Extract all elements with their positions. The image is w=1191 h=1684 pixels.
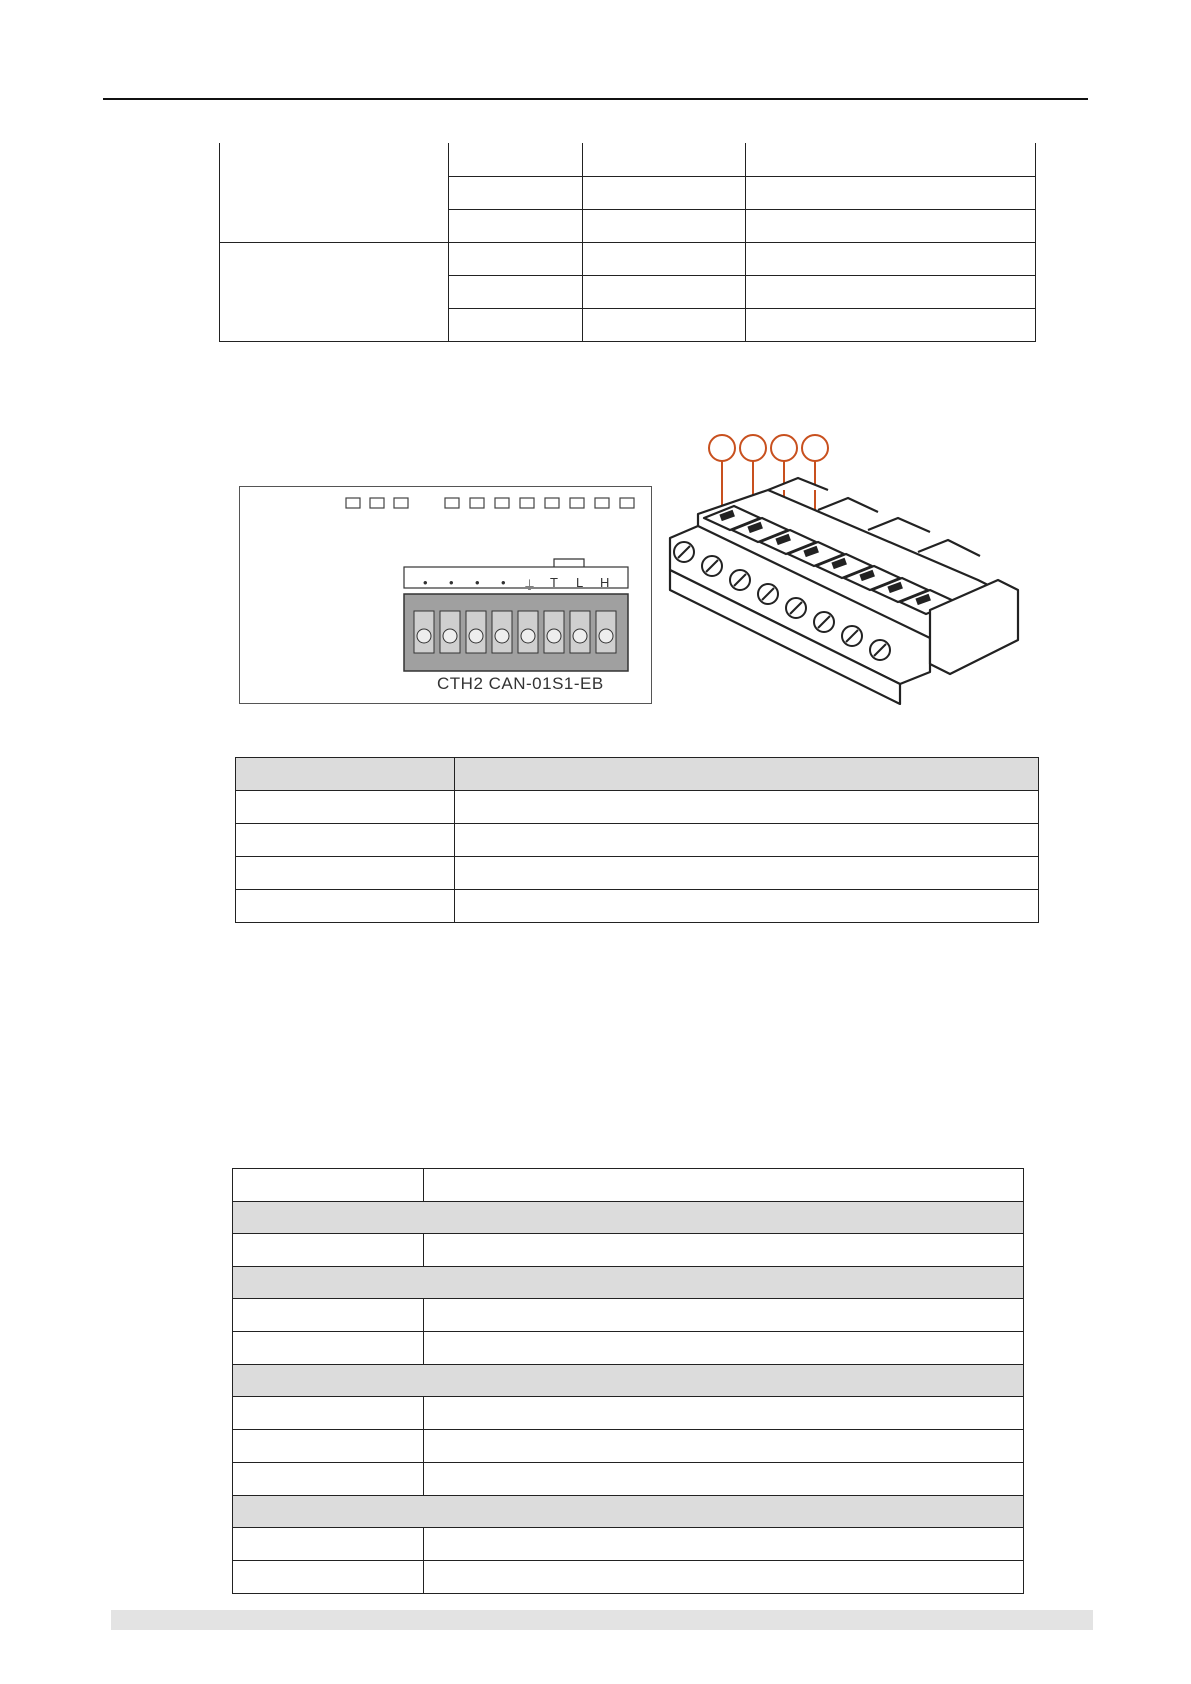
table-row: [233, 1234, 1024, 1267]
table-cell: [746, 209, 1036, 242]
callout-3: [771, 435, 797, 461]
table-cell: [220, 242, 449, 341]
header-rule: [103, 98, 1088, 100]
table-cell: [449, 308, 583, 341]
status-led-squares: [346, 498, 634, 508]
table-cell: [233, 1430, 424, 1463]
table-cell: [583, 143, 746, 176]
callout-1: [709, 435, 735, 461]
table-section-row: [233, 1496, 1024, 1528]
table-cell: [424, 1528, 1024, 1561]
table-section-cell: [233, 1267, 1024, 1299]
table-row: [236, 890, 1039, 923]
table-cell: [583, 242, 746, 275]
table-row: [233, 1299, 1024, 1332]
model-label: CTH2 CAN-01S1-EB: [437, 674, 604, 693]
pin-label-2: •: [449, 575, 454, 590]
table-section-cell: [233, 1496, 1024, 1528]
table-cell: [233, 1463, 424, 1496]
table-row: [236, 791, 1039, 824]
terminal-pin-8: [596, 611, 616, 653]
table-cell: [455, 890, 1039, 923]
table-cell: [220, 143, 449, 242]
board-drawing: [239, 486, 652, 704]
table-cell: [233, 1234, 424, 1267]
table-cell: [236, 857, 455, 890]
table-section-cell: [233, 1365, 1024, 1397]
table-cell: [236, 824, 455, 857]
table-row: [233, 1561, 1024, 1594]
table-cell: [583, 308, 746, 341]
pin-label-h: H: [600, 575, 610, 590]
table-cell: [583, 176, 746, 209]
table-row: [236, 824, 1039, 857]
table-cell: [449, 143, 583, 176]
pin-label-strip: [404, 567, 628, 588]
terminal-pin-3: [466, 611, 486, 653]
table-header-cell: [236, 758, 455, 791]
table-cell: [455, 857, 1039, 890]
table-section-row: [233, 1365, 1024, 1397]
table-cell: [746, 143, 1036, 176]
table-cell: [236, 791, 455, 824]
table-cell: [424, 1430, 1024, 1463]
table-cell: [233, 1169, 424, 1202]
terminal-pin-5: [518, 611, 538, 653]
table-section-row: [233, 1267, 1024, 1299]
table-cell: [746, 176, 1036, 209]
table-cell: [449, 242, 583, 275]
table-cell: [236, 890, 455, 923]
table-cell: [449, 275, 583, 308]
table-cell: [233, 1332, 424, 1365]
terminal-pin-1: [414, 611, 434, 653]
table-cell: [746, 308, 1036, 341]
table-row: [233, 1332, 1024, 1365]
table-cell: [233, 1561, 424, 1594]
table-cell: [424, 1561, 1024, 1594]
table-row: [233, 1463, 1024, 1496]
table-header-row: [236, 758, 1039, 791]
pin-label-t: T: [550, 575, 558, 590]
terminal-connector: [404, 594, 628, 671]
table-row: [233, 1528, 1024, 1561]
terminal-pin-7: [570, 611, 590, 653]
table-cell: [449, 176, 583, 209]
table-cell: [583, 209, 746, 242]
table-cell: [449, 209, 583, 242]
pin-label-l: L: [576, 575, 584, 590]
table-cell: [424, 1332, 1024, 1365]
table-cell: [455, 791, 1039, 824]
callout-2: [740, 435, 766, 461]
terminal-pin-2: [440, 611, 460, 653]
ground-symbol-icon: ⏚: [523, 578, 537, 593]
callout-4: [802, 435, 828, 461]
pin-definition-table: [235, 757, 1039, 923]
table-row: [233, 1430, 1024, 1463]
table-cell: [233, 1299, 424, 1332]
footer-bar: [111, 1610, 1093, 1630]
table-cell: [746, 242, 1036, 275]
parameter-table: [232, 1168, 1024, 1594]
table-cell: [455, 824, 1039, 857]
table-row: [220, 242, 1036, 275]
termination-bracket: [554, 559, 584, 567]
table-cell: [424, 1234, 1024, 1267]
table-cell: [746, 275, 1036, 308]
table-section-cell: [233, 1202, 1024, 1234]
terminal-pin-6: [544, 611, 564, 653]
table-cell: [583, 275, 746, 308]
pin-label-4: •: [501, 575, 506, 590]
table-row: [233, 1169, 1024, 1202]
terminal-pin-4: [492, 611, 512, 653]
table-cell: [424, 1299, 1024, 1332]
table-cell: [424, 1169, 1024, 1202]
table-header-cell: [455, 758, 1039, 791]
table-row: [236, 857, 1039, 890]
pin-label-3: •: [475, 575, 480, 590]
table-row: [233, 1397, 1024, 1430]
table-section-row: [233, 1202, 1024, 1234]
pin-label-1: •: [423, 575, 428, 590]
top-spec-table: [219, 143, 1036, 342]
table-cell: [233, 1397, 424, 1430]
table-cell: [233, 1528, 424, 1561]
connector-drawing: [668, 430, 1028, 705]
table-cell: [424, 1397, 1024, 1430]
table-cell: [424, 1463, 1024, 1496]
table-row: [220, 143, 1036, 176]
